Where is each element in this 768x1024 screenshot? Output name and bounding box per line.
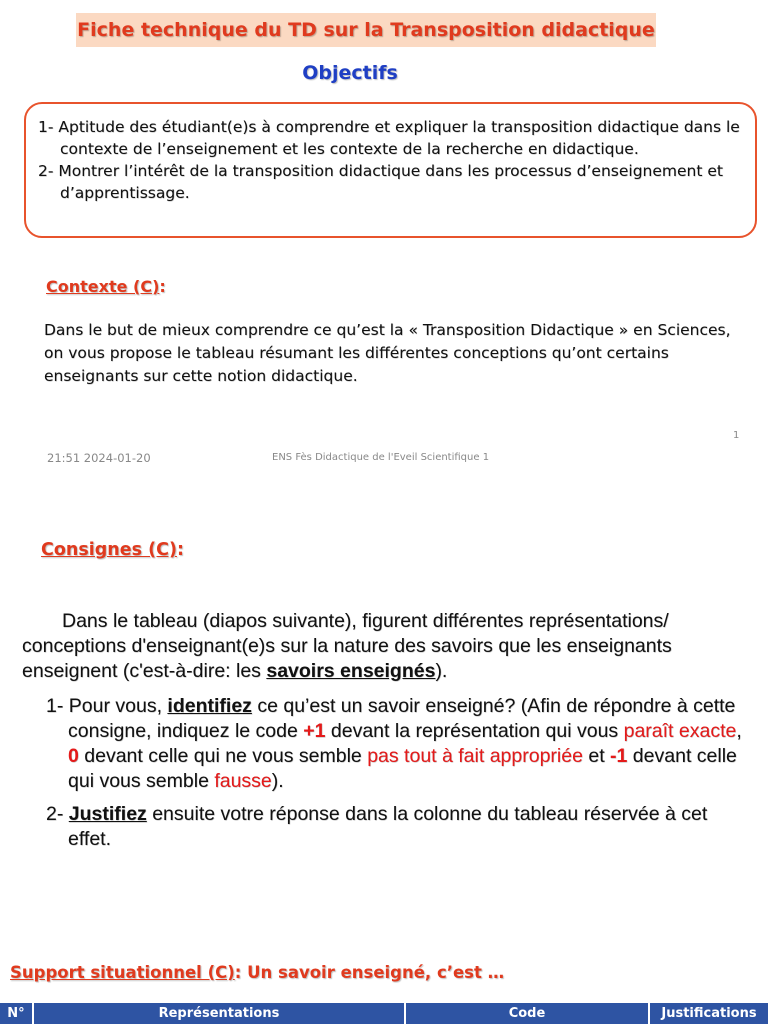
item-text: et bbox=[582, 745, 611, 767]
item-number: 2- bbox=[46, 803, 69, 825]
slide-number: 1 bbox=[733, 430, 740, 441]
slide-title: Fiche technique du TD sur la Transposition didactique bbox=[76, 13, 656, 47]
exact-term: paraît exacte bbox=[623, 720, 737, 742]
objectives-list bbox=[38, 116, 743, 204]
support-heading-rest: : Un savoir enseigné, c’est … bbox=[234, 963, 505, 982]
consignes-heading-label: Consignes (C) bbox=[41, 540, 177, 560]
item-text: devant celle qui ne vous semble bbox=[78, 745, 368, 767]
item-text: Pour vous, bbox=[68, 695, 168, 717]
objectives-box bbox=[24, 102, 757, 238]
code-zero: 0 bbox=[68, 745, 79, 767]
column-header-representations: Représentations bbox=[34, 1003, 406, 1024]
intro-text: Dans le tableau (diapos suivante), figurent différentes représentations/ conceptions d'enseignant(e)s sur la nature des savoirs que les enseignants enseignent (c'est-à-dire: les bbox=[22, 610, 672, 682]
column-header-justifications: Justifications bbox=[650, 1003, 768, 1024]
table-header-row bbox=[0, 1003, 768, 1024]
item-text: ). bbox=[271, 770, 284, 792]
savoirs-enseignes-term: savoirs enseignés bbox=[266, 660, 436, 682]
code-minus-one: -1 bbox=[610, 745, 628, 767]
instruction-item-1 bbox=[46, 694, 744, 794]
item-text: , bbox=[736, 720, 742, 742]
footer-course: ENS Fès Didactique de l'Eveil Scientifique 1 bbox=[272, 452, 490, 463]
support-heading bbox=[10, 963, 504, 982]
objective-item: 1- Aptitude des étudiant(e)s à comprendre et expliquer la transposition didactique dans le contexte de l’enseignement et les contexte de la recherche en didactique. bbox=[38, 118, 740, 158]
objectifs-heading: Objectifs bbox=[302, 62, 398, 84]
code-plus-one: +1 bbox=[303, 720, 326, 742]
column-header-code: Code bbox=[406, 1003, 650, 1024]
support-heading-label: Support situationnel (C) bbox=[10, 963, 235, 982]
pas-tout-a-fait-term: pas tout à fait appropriée bbox=[367, 745, 583, 767]
context-heading-colon: : bbox=[159, 277, 166, 296]
instructions-block bbox=[22, 609, 744, 852]
item-text: ce qu’est un savoir enseigné? (Afin de répondre à cette consigne, indiquez le code bbox=[68, 695, 736, 742]
item-number: 1- bbox=[46, 695, 69, 717]
item-text: devant la représentation qui vous bbox=[325, 720, 624, 742]
identifiez-keyword: identifiez bbox=[167, 695, 252, 717]
instruction-item-2 bbox=[46, 802, 744, 852]
fausse-term: fausse bbox=[214, 770, 272, 792]
footer-date: 21:51 2024-01-20 bbox=[47, 451, 151, 465]
justifiez-keyword: Justifiez bbox=[68, 803, 147, 825]
column-header-number: N° bbox=[0, 1003, 34, 1024]
context-heading-label: Contexte (C) bbox=[46, 277, 160, 296]
context-heading bbox=[46, 277, 166, 296]
consignes-heading-colon: : bbox=[176, 540, 184, 560]
instructions-intro bbox=[22, 609, 744, 684]
consignes-heading bbox=[41, 540, 184, 560]
intro-text-end: ). bbox=[435, 660, 448, 682]
item-text: ensuite votre réponse dans la colonne du tableau réservée à cet effet. bbox=[68, 803, 708, 850]
context-paragraph: Dans le but de mieux comprendre ce qu’est la « Transposition Didactique » en Sciences, on vous propose le tableau résumant les différentes conceptions qu’ont certains enseignants sur cette notion didactique. bbox=[44, 321, 731, 385]
objective-item: 2- Montrer l’intérêt de la transposition didactique dans les processus d’enseignement et d’apprentissage. bbox=[38, 162, 723, 202]
item-text: devant celle qui vous semble bbox=[68, 745, 737, 792]
